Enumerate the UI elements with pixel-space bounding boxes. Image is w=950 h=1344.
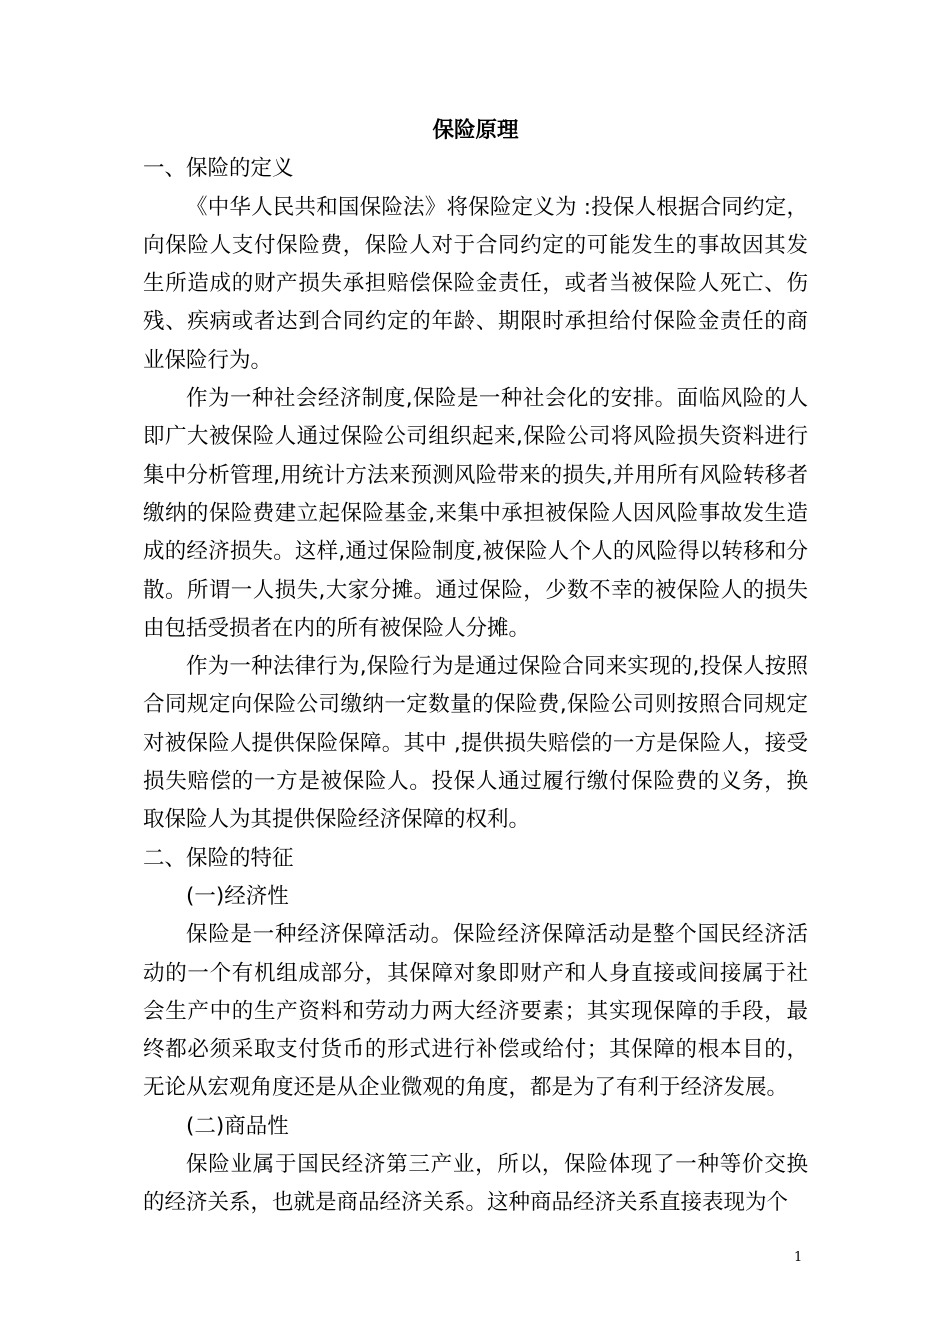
section-heading-definition: 一、保险的定义 [143, 156, 294, 182]
document-body [143, 112, 808, 1223]
paragraph-commodity: 保险业属于国民经济第三产业，所以，保险体现了一种等价交换的经济关系，也就是商品经济关系。这种商品经济关系直接表现为个 [143, 1152, 808, 1216]
paragraph-definition-law: 《中华人民共和国保险法》将保险定义为 :投保人根据合同约定，向保险人支付保险费，保险人对于合同约定的可能发生的事故因其发生所造成的财产损失承担赔偿保险金责任，或者当被保险人死亡、伤残、疾病或者达到合同约定的年龄、期限时承担给付保险金责任的商业保险行为。 [143, 194, 808, 373]
subheading-economic: (一)经济性 [186, 883, 289, 909]
document-title: 保险原理 [432, 118, 519, 143]
page-number: 1 [794, 1250, 803, 1265]
paragraph-economic: 保险是一种经济保障活动。保险经济保障活动是整个国民经济活动的一个有机组成部分，其保障对象即财产和人身直接或间接属于社会生产中的生产资料和劳动力两大经济要素；其实现保障的手段，最终都必须采取支付货币的形式进行补偿或给付；其保障的根本目的，无论从宏观角度还是从企业微观的角度，都是为了有利于经济发展。 [143, 922, 808, 1101]
paragraph-social-system: 作为一种社会经济制度,保险是一种社会化的安排。面临风险的人即广大被保险人通过保险公司组织起来,保险公司将风险损失资料进行集中分析管理,用统计方法来预测风险带来的损失,并用所有风险转移者缴纳的保险费建立起保险基金,来集中承担被保险人因风险事故发生造成的经济损失。这样,通过保险制度,被保险人个人的风险得以转移和分散。所谓一人损失,大家分摊。通过保险，少数不幸的被保险人的损失由包括受损者在内的所有被保险人分摊。 [143, 386, 808, 641]
subheading-commodity: (二)商品性 [186, 1113, 289, 1139]
section-heading-features: 二、保险的特征 [143, 845, 294, 871]
paragraph-legal-act: 作为一种法律行为,保险行为是通过保险合同来实现的,投保人按照合同规定向保险公司缴纳一定数量的保险费,保险公司则按照合同规定对被保险人提供保险保障。其中 ,提供损失赔偿的一方是保险人，接受损失赔偿的一方是被保险人。投保人通过履行缴付保险费的义务，换取保险人为其提供保险经济保障的权利。 [143, 654, 808, 833]
